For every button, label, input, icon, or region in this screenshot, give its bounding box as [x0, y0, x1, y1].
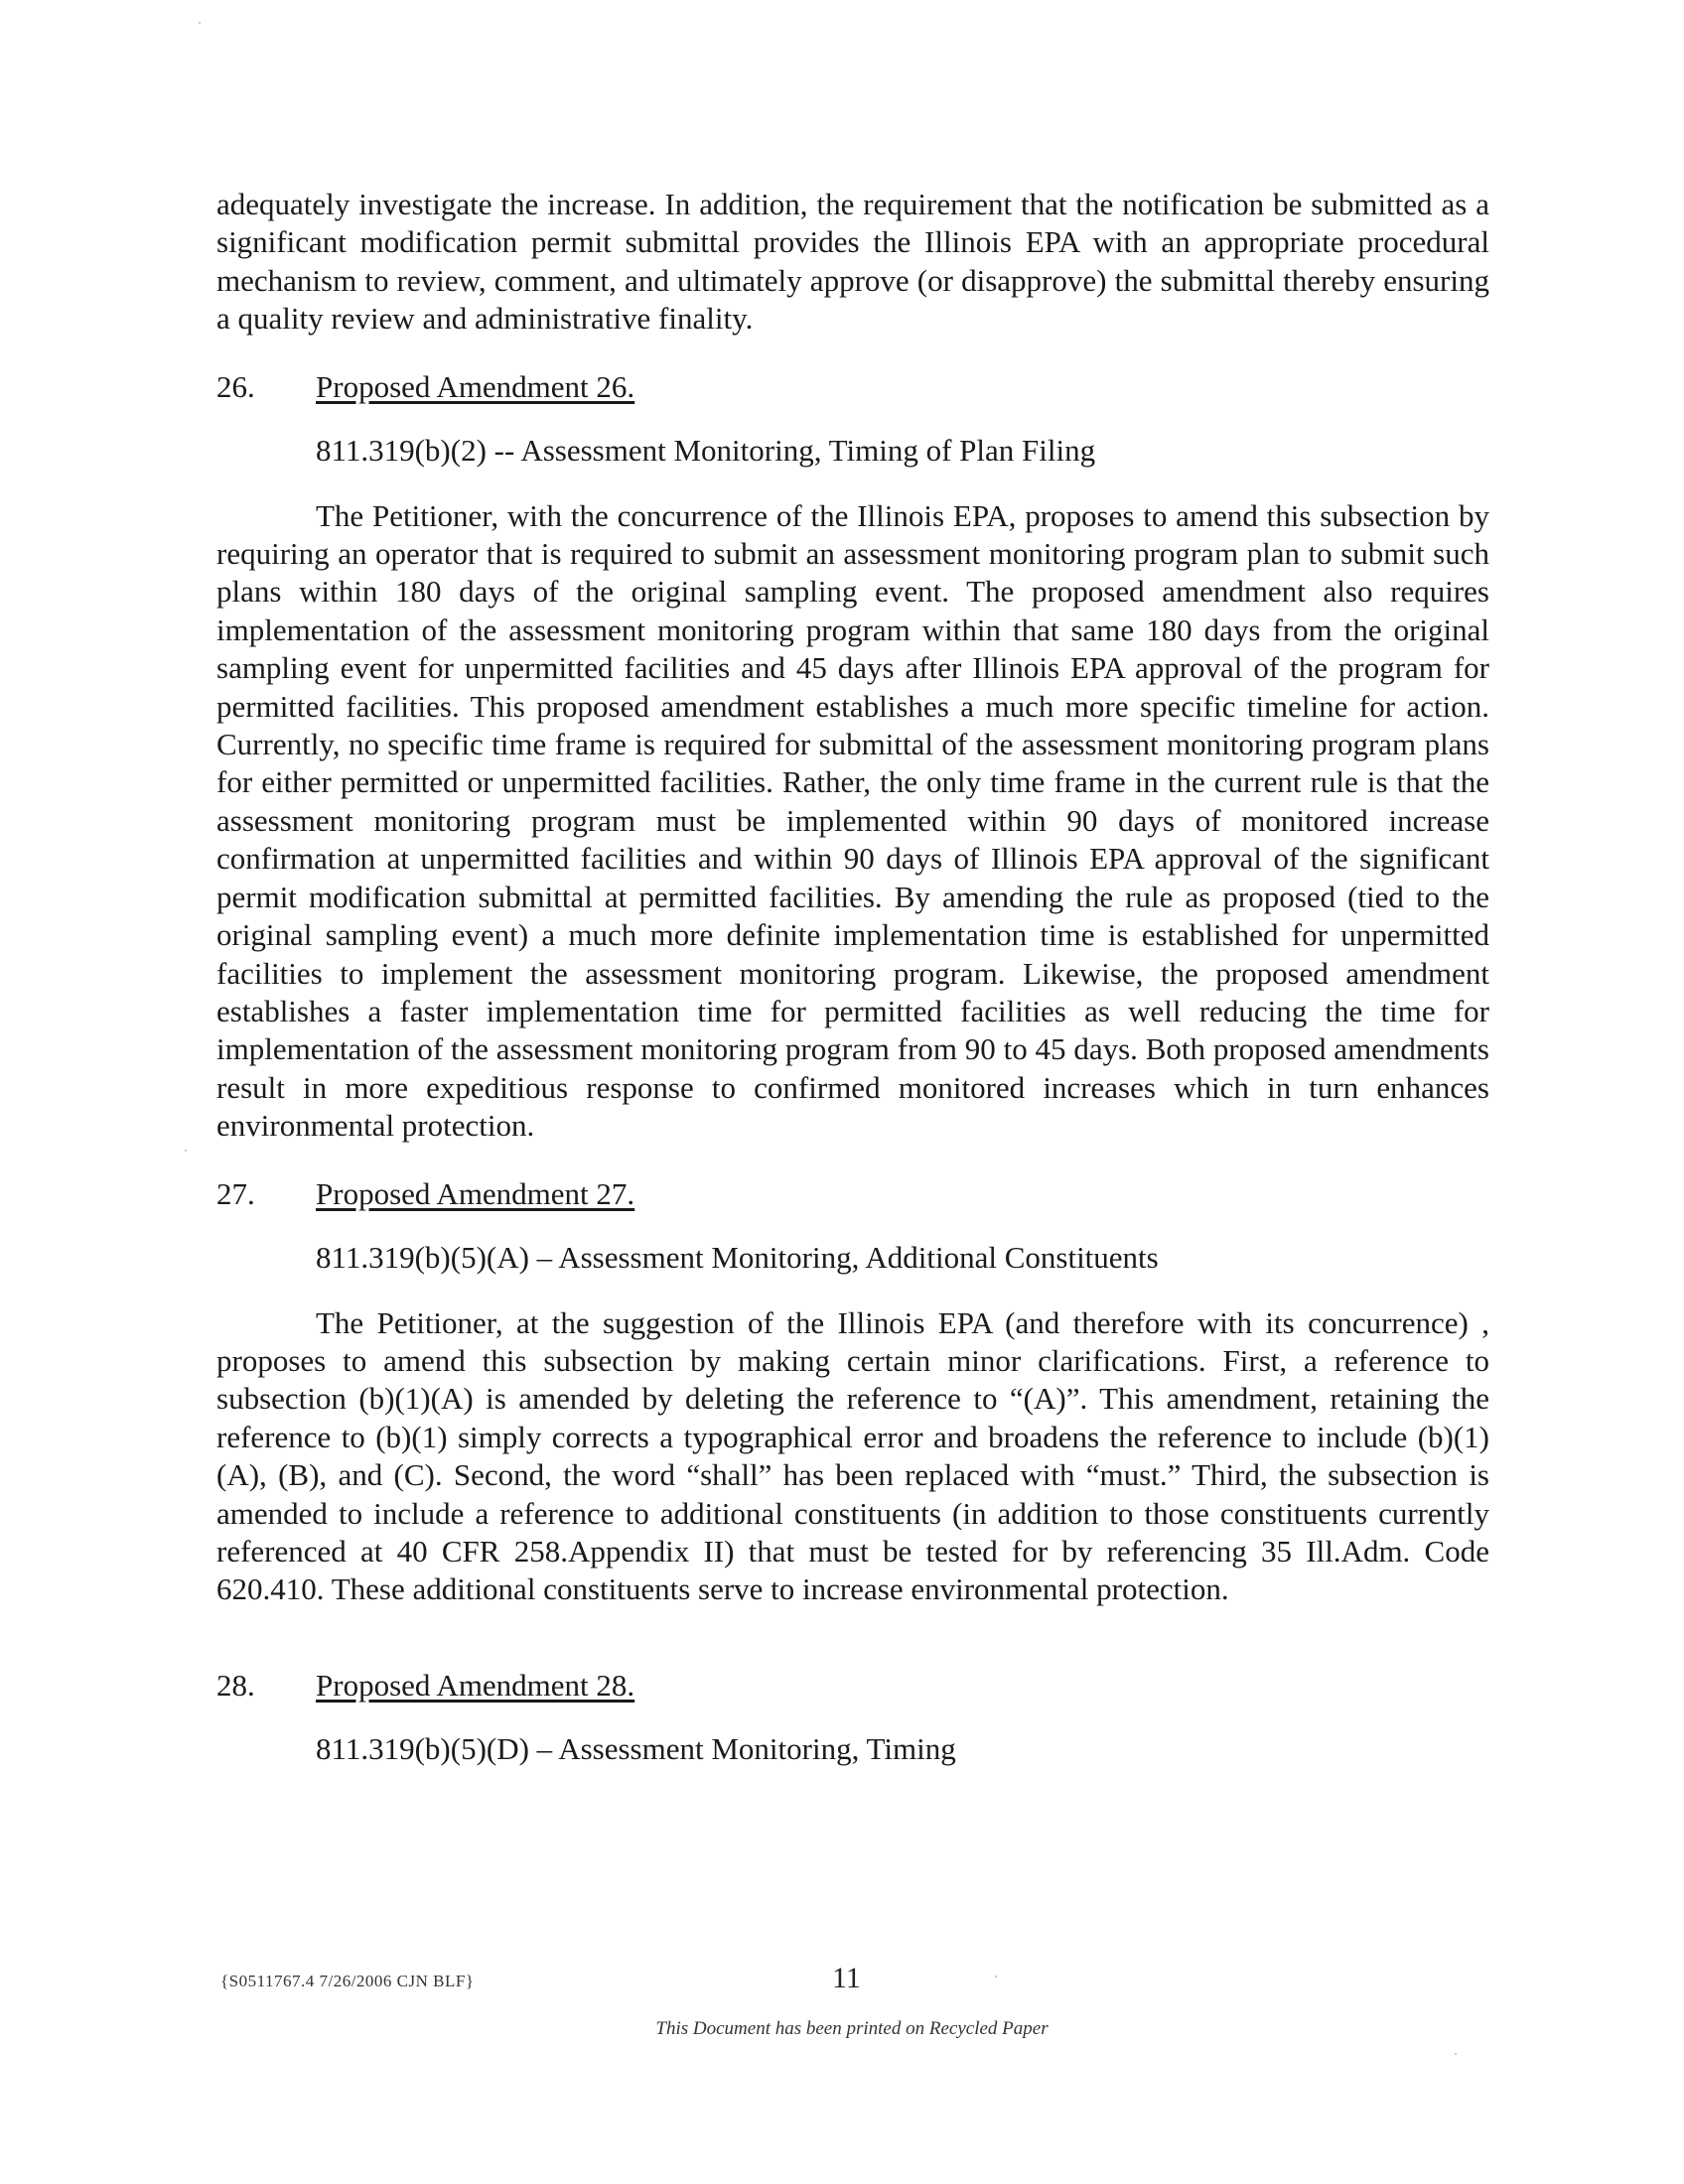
- section-paragraph: The Petitioner, with the concurrence of the Illinois EPA, proposes to amend this subsection by requiring an operator that is required to submit an assessment monitoring program plan to submit such plans within 180 days of the original sampling event. The proposed amendment also requires implementation of the assessment monitoring program within that same 180 days from the original sampling event for unpermitted facilities and 45 days after Illinois EPA approval of the program for permitted facilities. This proposed amendment establishes a much more specific timeline for action. Currently, no specific time frame is required for submittal of the assessment monitoring program plans for either permitted or unpermitted facilities. Rather, the only time frame in the current rule is that the assessment monitoring program must be implemented within 90 days of monitored increase confirmation at unpermitted facilities and within 90 days of Illinois EPA approval of the significant permit modification submittal at permitted facilities. By amending the rule as proposed (tied to the original sampling event) a much more definite implementation time is established for unpermitted facilities to implement the assessment monitoring program. Likewise, the proposed amendment establishes a faster implementation time for permitted facilities as well reducing the time for implementation of the assessment monitoring program from 90 to 45 days. Both proposed amendments result in more expeditious response to confirmed monitored increases which in turn enhances environmental protection.: [216, 497, 1489, 1144]
- section-27: [216, 1175, 1489, 1609]
- scan-speck: [185, 1150, 187, 1152]
- section-subheading: 811.319(b)(5)(D) – Assessment Monitoring, Timing: [316, 1730, 956, 1766]
- page-body: [216, 186, 1489, 1768]
- section-28: [216, 1667, 1489, 1768]
- footer-document-id: {S0511767.4 7/26/2006 CJN BLF}: [220, 1972, 475, 1990]
- scan-speck: [1455, 2053, 1457, 2055]
- section-number: 26.: [216, 368, 255, 404]
- section-subheading: 811.319(b)(5)(A) – Assessment Monitoring, Additional Constituents: [316, 1239, 1159, 1275]
- section-title: Proposed Amendment 27.: [316, 1175, 635, 1211]
- section-heading: [216, 1175, 1489, 1213]
- scan-speck: [199, 22, 201, 24]
- section-subheading: 811.319(b)(2) -- Assessment Monitoring, Timing of Plan Filing: [316, 432, 1096, 468]
- section-paragraph: The Petitioner, at the suggestion of the Illinois EPA (and therefore with its concurrence) , proposes to amend this subsection by making certain minor clarifications. First, a reference to subsection (b)(1)(A) is amended by deleting the reference to “(A)”. This amendment, retaining the reference to (b)(1) simply corrects a typographical error and broadens the reference to include (b)(1)(A), (B), and (C). Second, the word “shall” has been replaced with “must.” Third, the subsection is amended to include a reference to additional constituents (in addition to those constituents currently referenced at 40 CFR 258.Appendix II) that must be tested for by referencing 35 Ill.Adm. Code 620.410. These additional constituents serve to increase environmental protection.: [216, 1304, 1489, 1607]
- section-heading: [216, 1667, 1489, 1705]
- section-title: Proposed Amendment 26.: [316, 368, 635, 404]
- scan-speck: [995, 1976, 997, 1978]
- section-heading: [216, 368, 1489, 406]
- section-number: 27.: [216, 1175, 255, 1211]
- intro-paragraph: adequately investigate the increase. In addition, the requirement that the notification be submitted as a significant modification permit submittal provides the Illinois EPA with an appropriate procedural mechanism to review, comment, and ultimately approve (or disapprove) the submittal thereby ensuring a quality review and administrative finality.: [216, 187, 1489, 337]
- recycled-paper-note: This Document has been printed on Recycled Paper: [655, 2018, 1049, 2039]
- section-26: [216, 368, 1489, 1146]
- section-title: Proposed Amendment 28.: [316, 1667, 635, 1703]
- page-number: 11: [832, 1962, 861, 1994]
- section-number: 28.: [216, 1667, 255, 1703]
